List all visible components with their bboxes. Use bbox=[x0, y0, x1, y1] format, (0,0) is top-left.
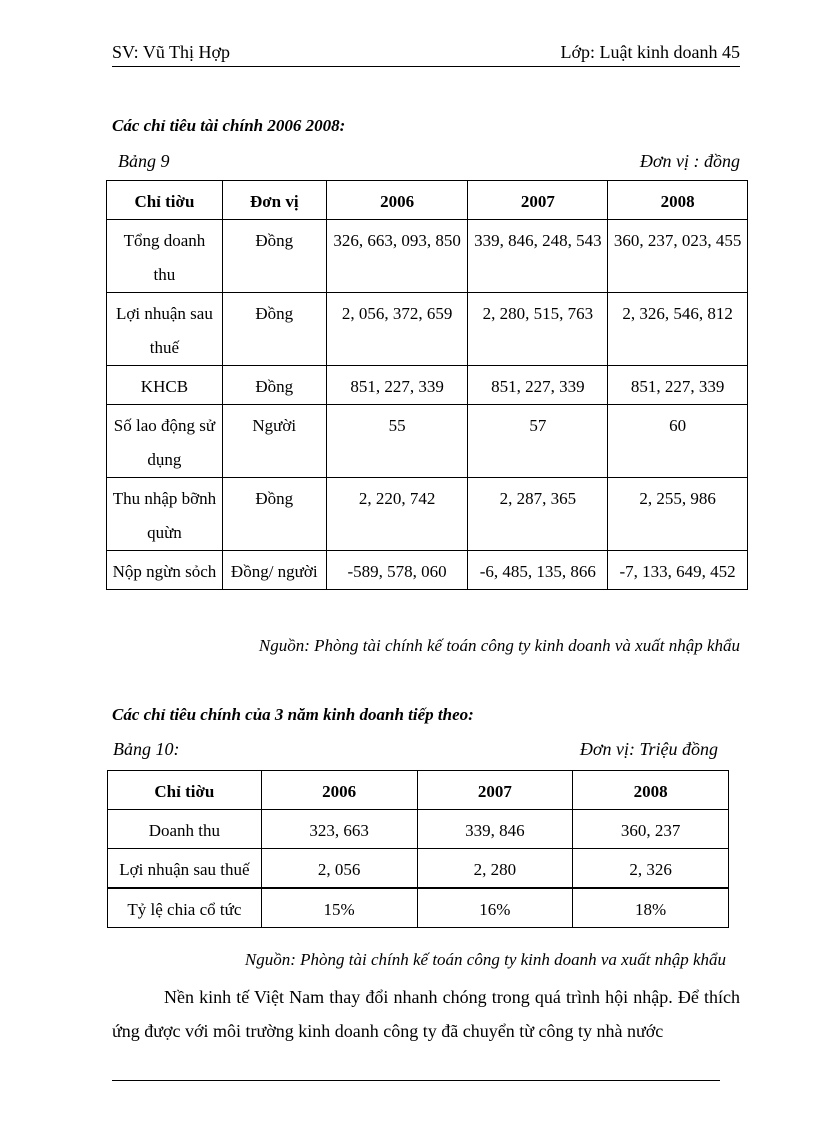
row-label: KHCB bbox=[107, 366, 223, 405]
cell-2007: 2, 280, 515, 763 bbox=[468, 293, 608, 366]
cell-2008: 360, 237 bbox=[573, 810, 729, 849]
table-row bbox=[107, 220, 748, 293]
table10-source: Nguồn: Phòng tài chính kế toán công ty kinh doanh va xuất nhập khẩu bbox=[244, 950, 726, 969]
table-row bbox=[108, 810, 729, 849]
row-label: Tỷ lệ chia cổ tức bbox=[108, 888, 262, 928]
row-label: Tổng doanh thu bbox=[107, 220, 223, 293]
cell-2007: 16% bbox=[417, 888, 573, 928]
row-unit: Đồng bbox=[222, 478, 326, 551]
row-unit: Đồng/ người bbox=[222, 551, 326, 590]
row-label: Số lao động sử dụng bbox=[107, 405, 223, 478]
table-10 bbox=[107, 770, 729, 928]
cell-2006: 2, 056, 372, 659 bbox=[326, 293, 468, 366]
column-header: 2008 bbox=[573, 771, 729, 810]
row-label: Lợi nhuận sau thuế bbox=[107, 293, 223, 366]
cell-2006: 2, 056 bbox=[261, 849, 417, 889]
row-unit: Đồng bbox=[222, 366, 326, 405]
cell-2008: 851, 227, 339 bbox=[608, 366, 748, 405]
table-row bbox=[107, 293, 748, 366]
cell-2007: 2, 287, 365 bbox=[468, 478, 608, 551]
row-label: Nộp ngừn sỏch bbox=[107, 551, 223, 590]
cell-2007: 339, 846 bbox=[417, 810, 573, 849]
table9-caption: Bảng 9 bbox=[118, 151, 170, 171]
table-row bbox=[107, 366, 748, 405]
cell-2007: 339, 846, 248, 543 bbox=[468, 220, 608, 293]
column-header: 2008 bbox=[608, 181, 748, 220]
cell-2006: 326, 663, 093, 850 bbox=[326, 220, 468, 293]
table10-caption: Bảng 10: bbox=[113, 739, 180, 759]
cell-2006: -589, 578, 060 bbox=[326, 551, 468, 590]
header-student: SV: Vũ Thị Hợp bbox=[112, 42, 231, 62]
table-row bbox=[108, 888, 729, 928]
section2-title: Các chỉ tiêu chính của 3 năm kinh doanh tiếp theo: bbox=[112, 705, 474, 724]
row-unit: Người bbox=[222, 405, 326, 478]
cell-2006: 851, 227, 339 bbox=[326, 366, 468, 405]
column-header: 2006 bbox=[261, 771, 417, 810]
cell-2008: 2, 326, 546, 812 bbox=[608, 293, 748, 366]
cell-2007: -6, 485, 135, 866 bbox=[468, 551, 608, 590]
page-header bbox=[112, 40, 740, 67]
column-header: 2007 bbox=[468, 181, 608, 220]
cell-2006: 2, 220, 742 bbox=[326, 478, 468, 551]
table-row bbox=[108, 849, 729, 889]
table-header-row bbox=[108, 771, 729, 810]
table9-source: Nguồn: Phòng tài chính kế toán công ty kinh doanh và xuất nhập khẩu bbox=[258, 636, 740, 655]
row-label: Lợi nhuận sau thuế bbox=[108, 849, 262, 889]
cell-2006: 15% bbox=[261, 888, 417, 928]
cell-2008: 360, 237, 023, 455 bbox=[608, 220, 748, 293]
cell-2008: 60 bbox=[608, 405, 748, 478]
footer-divider bbox=[112, 1080, 720, 1081]
cell-2008: 2, 255, 986 bbox=[608, 478, 748, 551]
cell-2007: 851, 227, 339 bbox=[468, 366, 608, 405]
column-header: Chỉ tiờu bbox=[108, 771, 262, 810]
table-row bbox=[107, 405, 748, 478]
table-header-row bbox=[107, 181, 748, 220]
table-row bbox=[107, 478, 748, 551]
column-header: Chỉ tiờu bbox=[107, 181, 223, 220]
row-unit: Đồng bbox=[222, 220, 326, 293]
column-header: 2007 bbox=[417, 771, 573, 810]
table-9 bbox=[106, 180, 748, 590]
cell-2007: 2, 280 bbox=[417, 849, 573, 889]
header-class: Lớp: Luật kinh doanh 45 bbox=[560, 42, 740, 62]
row-label: Thu nhập bỡnh quừn bbox=[107, 478, 223, 551]
row-unit: Đồng bbox=[222, 293, 326, 366]
table9-unit: Đơn vị : đồng bbox=[639, 151, 740, 171]
column-header: 2006 bbox=[326, 181, 468, 220]
table10-unit: Đơn vị: Triệu đồng bbox=[579, 739, 718, 759]
cell-2008: -7, 133, 649, 452 bbox=[608, 551, 748, 590]
row-label: Doanh thu bbox=[108, 810, 262, 849]
cell-2006: 55 bbox=[326, 405, 468, 478]
cell-2007: 57 bbox=[468, 405, 608, 478]
column-header: Đơn vị bbox=[222, 181, 326, 220]
section1-title: Các chỉ tiêu tài chính 2006 2008: bbox=[112, 116, 346, 135]
cell-2008: 18% bbox=[573, 888, 729, 928]
body-paragraph: Nền kinh tế Việt Nam thay đổi nhanh chóng trong quá trình hội nhập. Để thích ứng được với môi trường kinh doanh công ty đã chuyển từ công ty nhà nước bbox=[112, 987, 740, 1041]
table-row bbox=[107, 551, 748, 590]
cell-2008: 2, 326 bbox=[573, 849, 729, 889]
cell-2006: 323, 663 bbox=[261, 810, 417, 849]
